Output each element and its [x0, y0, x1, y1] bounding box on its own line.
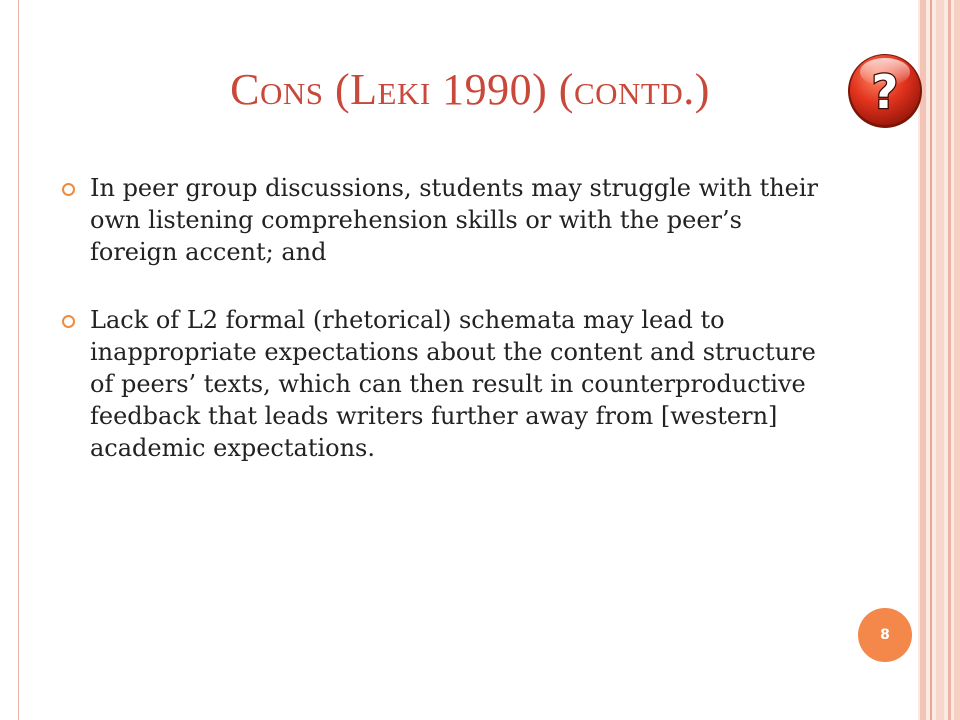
bullet-text: In peer group discussions, students may struggle with their own listening comprehension skills or with the peer’s foreign accent; and [90, 174, 819, 266]
bullet-list [62, 172, 832, 500]
list-item [62, 304, 832, 464]
slide-title: Cons (Leki 1990) (contd.) [230, 65, 710, 114]
svg-text:?: ? [871, 65, 899, 119]
bullet-text: Lack of L2 formal (rhetorical) schemata may lead to inappropriate expectations about the content and structure of peers’ texts, which can then result in counterproductive feedback that leads writers further away from [western] academic expectations. [90, 306, 816, 462]
list-item [62, 172, 832, 268]
circle-bullet-icon [62, 183, 75, 196]
question-mark-icon[interactable] [846, 52, 924, 130]
right-decorative-stripes [918, 0, 960, 720]
page-number-badge: 8 [858, 608, 912, 662]
circle-bullet-icon [62, 315, 75, 328]
left-border-stripe [18, 0, 19, 720]
